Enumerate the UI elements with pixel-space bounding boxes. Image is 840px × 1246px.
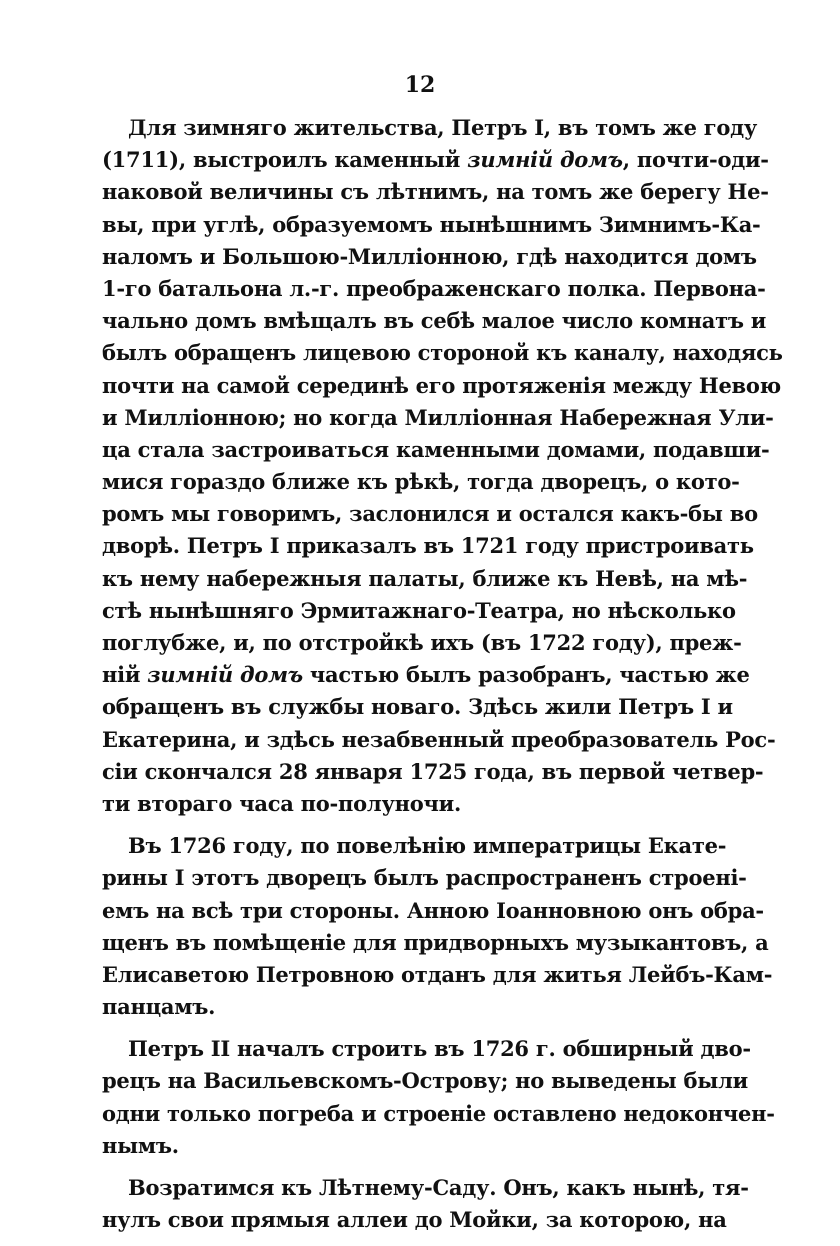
text-line: Въ 1726 году, по повелѣнію императрицы Екате-: [128, 833, 727, 859]
text-line: стѣ нынѣшняго Эрмитажнаго-Театра, но нѣсколько: [102, 597, 736, 623]
text-line: щенъ въ помѣщеніе для придворныхъ музыкантовъ, а: [102, 929, 769, 955]
page-number: 12: [404, 72, 436, 98]
text-line: чально домъ вмѣщалъ въ себѣ малое число комнатъ и: [102, 308, 767, 334]
text-line: Екатерина, и здѣсь незабвенный преобразователь Рос-: [102, 726, 776, 752]
text-line: панцамъ.: [102, 994, 216, 1020]
text-line: дворѣ. Петръ I приказалъ въ 1721 году пристроивать: [102, 533, 754, 559]
text-line: (1711), выстроилъ каменный зимній домъ, почти-оди-: [102, 147, 769, 173]
paragraph: [102, 1172, 749, 1236]
text-line: мися гораздо ближе къ рѣкѣ, тогда дворецъ, о кото-: [102, 469, 740, 495]
text-line: Возратимся къ Лѣтнему-Саду. Онъ, какъ нынѣ, тя-: [128, 1175, 749, 1200]
text-line: и Милліонною; но когда Милліонная Набережная Ули-: [102, 404, 774, 430]
text-line: рины I этотъ дворецъ былъ распространенъ строені-: [102, 865, 747, 891]
paragraph: [102, 112, 783, 820]
text-line: 1-го батальона л.-г. преображенскаго полка. Первона-: [102, 275, 766, 301]
text-line: обращенъ въ службы новаго. Здѣсь жили Петръ I и: [102, 694, 733, 720]
text-line: ромъ мы говоримъ, заслонился и остался какъ-бы во: [102, 501, 758, 527]
text-line: Для зимняго жительства, Петръ I, въ томъ же году: [128, 115, 758, 140]
text-line: нулъ свои прямыя аллеи до Мойки, за которою, на: [102, 1207, 727, 1233]
text-line: емъ на всѣ три стороны. Анною Іоанновною онъ обра-: [102, 897, 764, 923]
text-line: Елисаветою Петровною отданъ для житья Лейбъ-Кам-: [102, 961, 773, 987]
text-line: наковой величины съ лѣтнимъ, на томъ же берегу Не-: [102, 179, 769, 205]
text-line: Петръ II началъ строить въ 1726 г. обширный дво-: [128, 1036, 751, 1062]
body-text: [102, 112, 783, 1246]
text-line: вы, при углѣ, образуемомъ нынѣшнимъ Зимнимъ-Ка-: [102, 211, 761, 237]
text-line: ній зимній домъ частью былъ разобранъ, частью же: [102, 662, 750, 688]
text-line: поглубже, и, по отстройкѣ ихъ (въ 1722 году), преж-: [102, 630, 742, 655]
text-line: одни только погреба и строеніе оставлено недокончен-: [102, 1100, 775, 1126]
italic-text: зимній домъ: [467, 147, 623, 173]
text-line: ца стала застроиваться каменными домами, подавши-: [102, 436, 770, 462]
text-line: былъ обращенъ лицевою стороной къ каналу, находясь: [102, 340, 783, 366]
text-line: почти на самой серединѣ его протяженія между Невою: [102, 372, 781, 398]
text-line: ти втораго часа по-полуночи.: [102, 790, 462, 816]
text-line: рецъ на Васильевскомъ-Острову; но выведены были: [102, 1068, 748, 1094]
text-line: сіи скончался 28 января 1725 года, въ первой четвер-: [102, 758, 764, 784]
text-line: наломъ и Большою-Милліонною, гдѣ находится домъ: [102, 243, 757, 269]
italic-text: зимній домъ: [147, 662, 303, 688]
text-line: къ нему набережныя палаты, ближе къ Невѣ, на мѣ-: [102, 565, 748, 591]
paragraph: [102, 1033, 775, 1162]
text-line: нымъ.: [102, 1132, 179, 1158]
paragraph: [102, 830, 773, 1023]
